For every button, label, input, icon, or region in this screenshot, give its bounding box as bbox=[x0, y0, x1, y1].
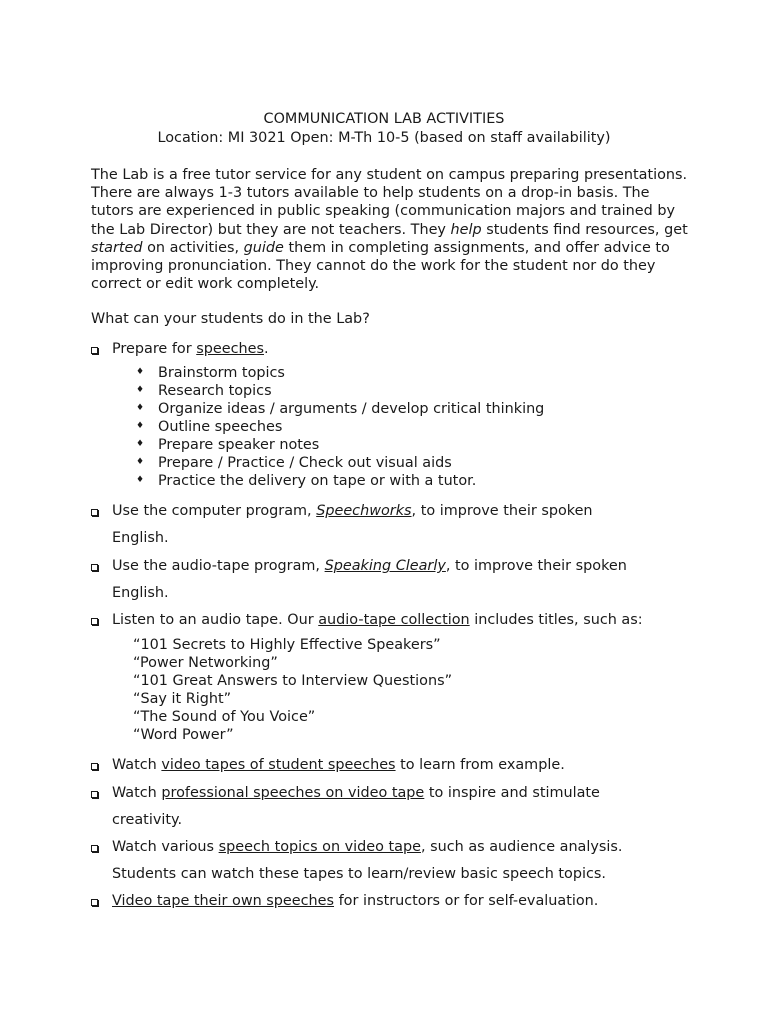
audio-title: “The Sound of You Voice” bbox=[133, 709, 316, 725]
diamond-bullet-icon: ♦ bbox=[136, 403, 145, 413]
document-title: COMMUNICATION LAB ACTIVITIES bbox=[263, 111, 505, 127]
item-text: Watch bbox=[112, 757, 162, 773]
checkbox-bullet-icon bbox=[91, 791, 98, 798]
item-text: English. bbox=[112, 585, 169, 601]
intro-text-4: them in completing assignments, and offer advice to improving pronunciation. They cannot do the work for the student nor do they correct or edit work completely. bbox=[91, 239, 670, 293]
list-item-text bbox=[112, 336, 687, 363]
item-text: Watch various bbox=[112, 839, 219, 855]
checkbox-bullet-icon bbox=[91, 509, 98, 516]
checkbox-bullet-icon bbox=[91, 347, 98, 354]
sub-item bbox=[136, 418, 282, 436]
diamond-bullet-icon: ♦ bbox=[136, 439, 145, 449]
diamond-bullet-icon: ♦ bbox=[136, 367, 145, 377]
audio-title: “Say it Right” bbox=[133, 691, 232, 707]
audio-title: “101 Secrets to Highly Effective Speakers” bbox=[133, 637, 441, 653]
item-text: Watch bbox=[112, 785, 162, 801]
checkbox-bullet-icon bbox=[91, 845, 98, 852]
list-item-text bbox=[112, 834, 687, 888]
item-text: Prepare for bbox=[112, 341, 197, 357]
intro-text-1: The Lab is a free tutor service for any student on campus preparing presentations. There are always 1-3 tutors available to help students on a drop-in basis. The tutors are experienced in public speaking (communication majors and trained by the Lab Director) but they are not teachers. They bbox=[91, 167, 688, 238]
checkbox-bullet-icon bbox=[91, 763, 98, 770]
audio-title: “Word Power” bbox=[133, 727, 234, 743]
item-text: includes titles, such as: bbox=[469, 612, 643, 628]
sub-item-text: Practice the delivery on tape or with a tutor. bbox=[158, 473, 477, 489]
list-item-text bbox=[112, 780, 687, 834]
item-text: creativity. bbox=[112, 812, 183, 828]
checkbox-bullet-icon bbox=[91, 618, 98, 625]
sub-item-text: Research topics bbox=[158, 383, 272, 399]
list-item-text bbox=[112, 888, 687, 915]
audio-tape-collection-link: audio-tape collection bbox=[318, 612, 470, 628]
sub-item-text: Outline speeches bbox=[158, 419, 283, 435]
item-text: Use the audio-tape program, bbox=[112, 558, 325, 574]
diamond-bullet-icon: ♦ bbox=[136, 457, 145, 467]
own-videos-link: Video tape their own speeches bbox=[112, 893, 335, 909]
professional-videos-link: professional speeches on video tape bbox=[161, 785, 425, 801]
diamond-bullet-icon: ♦ bbox=[136, 385, 145, 395]
list-item-text bbox=[112, 752, 687, 779]
topic-videos-link: speech topics on video tape bbox=[218, 839, 421, 855]
student-videos-link: video tapes of student speeches bbox=[161, 757, 396, 773]
item-text: Students can watch these tapes to learn/review basic speech topics. bbox=[112, 866, 606, 882]
sub-item-text: Prepare / Practice / Check out visual aids bbox=[158, 455, 452, 471]
item-text: to learn from example. bbox=[395, 757, 565, 773]
sub-item-text: Organize ideas / arguments / develop critical thinking bbox=[158, 401, 545, 417]
intro-guide: guide bbox=[243, 239, 284, 256]
diamond-bullet-icon: ♦ bbox=[136, 421, 145, 431]
intro-started: started bbox=[91, 239, 143, 256]
sub-item bbox=[136, 454, 452, 472]
item-text: , to improve their spoken bbox=[411, 503, 593, 519]
item-text: English. bbox=[112, 530, 169, 546]
sub-item-text: Prepare speaker notes bbox=[158, 437, 320, 453]
speaking-clearly-link: Speaking Clearly bbox=[324, 558, 446, 574]
intro-help: help bbox=[450, 221, 482, 238]
location-hours: Location: MI 3021 Open: M-Th 10-5 (based on staff availability) bbox=[157, 130, 611, 146]
audio-title: “Power Networking” bbox=[133, 655, 278, 671]
checkbox-bullet-icon bbox=[91, 899, 98, 906]
diamond-bullet-icon: ♦ bbox=[136, 475, 145, 485]
item-text: , such as audience analysis. bbox=[420, 839, 623, 855]
sub-item-text: Brainstorm topics bbox=[158, 365, 285, 381]
item-text: for instructors or for self-evaluation. bbox=[334, 893, 599, 909]
item-text: Listen to an audio tape. Our bbox=[112, 612, 319, 628]
item-text: . bbox=[263, 341, 269, 357]
item-text: , to improve their spoken bbox=[445, 558, 627, 574]
list-item-text bbox=[112, 498, 687, 552]
item-text: to inspire and stimulate bbox=[424, 785, 600, 801]
sub-item bbox=[136, 382, 272, 400]
sub-item bbox=[136, 436, 319, 454]
list-item-text bbox=[112, 553, 687, 607]
sub-item bbox=[136, 472, 476, 490]
sub-item bbox=[136, 364, 285, 382]
speechworks-link: Speechworks bbox=[316, 503, 412, 519]
audio-title: “101 Great Answers to Interview Questions” bbox=[133, 673, 453, 689]
intro-text-2: students find resources, get bbox=[481, 221, 688, 238]
section-question: What can your students do in the Lab? bbox=[91, 311, 370, 327]
speeches-link: speeches bbox=[196, 341, 264, 357]
item-text: Use the computer program, bbox=[112, 503, 317, 519]
sub-item bbox=[136, 400, 544, 418]
intro-paragraph bbox=[91, 166, 691, 293]
list-item-text bbox=[112, 607, 687, 634]
intro-text-3: on activities, bbox=[142, 239, 244, 256]
checkbox-bullet-icon bbox=[91, 564, 98, 571]
